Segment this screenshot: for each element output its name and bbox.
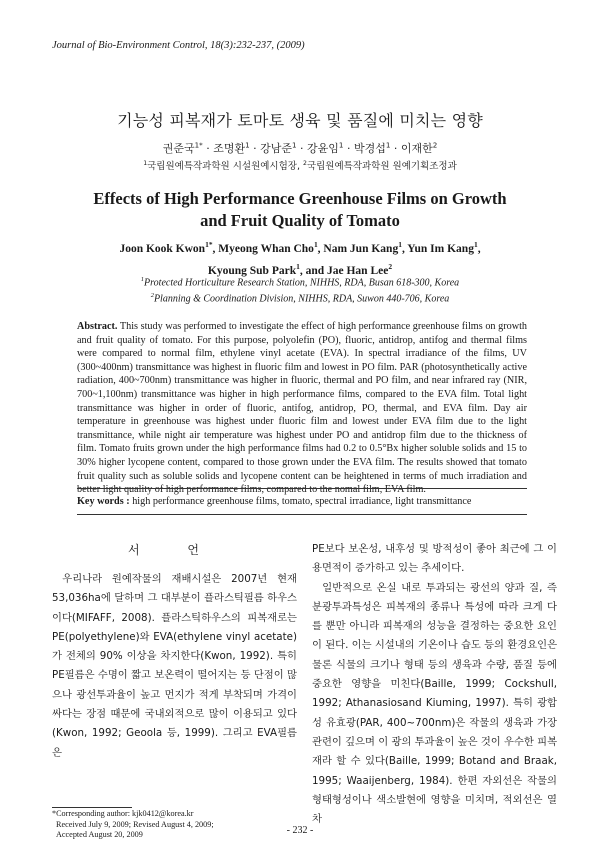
footnote-rule bbox=[52, 807, 132, 808]
received-dates: Received July 9, 2009; Revised August 4, 2009; bbox=[56, 819, 214, 829]
keywords-top-rule bbox=[77, 488, 527, 489]
corresponding-author: *Corresponding author: kjk0412@korea.kr bbox=[52, 809, 194, 818]
right-column-paragraph-2: 일반적으로 온실 내로 투과되는 광선의 양과 질, 즉 분광투과특성은 피복재의 종류나 특성에 따라 크게 다를 뿐만 아니라 피복재의 성능을 결정하는 중요한 요인이 된다. 이는 시설내의 기온이나 습도 등의 환경요인은 물론 식물의 크기나 형태 등의 생육과 수량, 품질 등에 중요한 영향을 미친다(Baille, 1999; Cockshull, 1992; Athanasiosand Kiuming, 1997). 특히 광합성 유효광(PAR, 400~700nm)은 작물의 생육과 가장 관련이 깊으며 이 광의 투과율이 높은 것이 우수한 피복재라 할 수 있다(Baille, 1999; Botand and Braak, 1995; Waaijenberg, 1984). 한편 자외선은 작물의 형태형성이나 색소발현에 영향을 미치며, 적외선은 열 차 bbox=[312, 581, 558, 826]
abstract-text: This study was performed to investigate the effect of high performance greenhouse films on growth and fruit quality of tomato. For this purpose, polyolefin (PO), fluoric, antidrop, antifog and thermal films were compared to normal film, ethylene vinyl acetate (EVA). In spectral irradiance of the films, UV (300~400nm) transmittance was highest in fluoric film and lowest in PO film. PAR (photosynthetically active radiation, 400~700nm) transmittance was higher in fluoric, thermal and PO film, and near infrared ray (NIR, 700~1,100nm) transmittance was higher in high performance films, compared to the EVA film. Total light transmittance was higher in order of fluoric, antifog, antidrop, PO, thermal, and EVA film. Day air temperature in greenhouse was highest under fluoric film and lowest under EVA film due to the light transmittance, while night air temperature was highest under PO and antidrop film due to the thickness of film. Tomato fruits grown under the high performance films had 0.2 to 0.5°Bx higher soluble solids and 15 to 30% higher lycopene content, compared to those grown under the EVA film. The results showed that tomato fruit quality such as soluble solids and lycopene content can be heightened in terms of much irradiation and better light quality of high performance films, compared to the nomal film, EVA film. bbox=[77, 321, 527, 496]
section-heading-introduction: 서 언 bbox=[128, 543, 221, 557]
english-affiliation-1: $^1$Protected Horticulture Research Station, NIHHS, RDA, Busan 618-300, Korea bbox=[140, 276, 460, 289]
korean-authors: 권준국$^{1*}$ · 조명환$^1$ · 강남준$^1$ · 강윤임$^1$ · 박경섭$^1$ · 이재한$^2$ bbox=[162, 140, 438, 155]
accepted-date: Accepted August 20, 2009 bbox=[56, 830, 143, 839]
keywords bbox=[77, 496, 537, 507]
keywords-bottom-rule bbox=[77, 514, 527, 515]
left-column-text: 우리나라 원예작물의 재배시설은 2007년 현재 53,036ha에 달하며 그 대부분이 플라스틱필름 하우스이다(MIFAFF, 2008). 플라스틱하우스의 피복재로는 PE(polyethylene)와 EVA(ethylene vinyl acetate)가 전체의 90% 이상을 차지한다(Kwon, 1992). 특히 PE필름은 수명이 짧고 보온력이 떨어지는 등 단점이 많으나 광선투과율이 높고 먼지가 적게 부착되며 가격이 싸다는 장점 때문에 국내외적으로 많이 이용되고 있다(Kwon, 1992; Geoola 등, 1999). 그리고 EVA필름은 bbox=[52, 573, 297, 759]
right-column bbox=[312, 540, 557, 829]
english-affiliation-2: $^2$Planning & Coordination Division, NIHHS, RDA, Suwon 440-706, Korea bbox=[150, 292, 450, 305]
english-title-line-2: and Fruit Quality of Tomato bbox=[200, 211, 400, 230]
english-title bbox=[0, 188, 600, 232]
page-number: - 232 - bbox=[286, 825, 314, 836]
english-title-line-1: Effects of High Performance Greenhouse Films on Growth bbox=[93, 189, 507, 208]
keywords-text: high performance greenhouse films, tomato, spectral irradiance, light transmittance bbox=[132, 496, 472, 507]
journal-citation: Journal of Bio-Environment Control, 18(3):232-237, (2009) bbox=[52, 40, 305, 51]
abstract-label: Abstract. bbox=[77, 321, 118, 332]
english-affiliations bbox=[0, 273, 600, 306]
korean-title: 기능성 피복재가 토마토 생육 및 품질에 미치는 영향 bbox=[117, 111, 483, 130]
keywords-label: Key words : bbox=[77, 496, 130, 507]
english-authors-line-1: Joon Kook Kwon$^{1*}$, Myeong Whan Cho$^1$, Nam Jun Kang$^1$, Yun Im Kang$^1$, bbox=[119, 240, 481, 255]
english-authors-line-2: Kyoung Sub Park$^1$, and Jae Han Lee$^2$ bbox=[207, 261, 393, 277]
korean-affiliations: $^1$국립원예특작과학원 시설원예시험장, $^2$국립원예특작과학원 원예기획조정과 bbox=[143, 159, 457, 172]
abstract bbox=[77, 320, 527, 497]
right-column-paragraph-1: PE보다 보온성, 내후성 및 방적성이 좋아 최근에 그 이용면적이 증가하고 있는 추세이다. bbox=[312, 543, 557, 575]
